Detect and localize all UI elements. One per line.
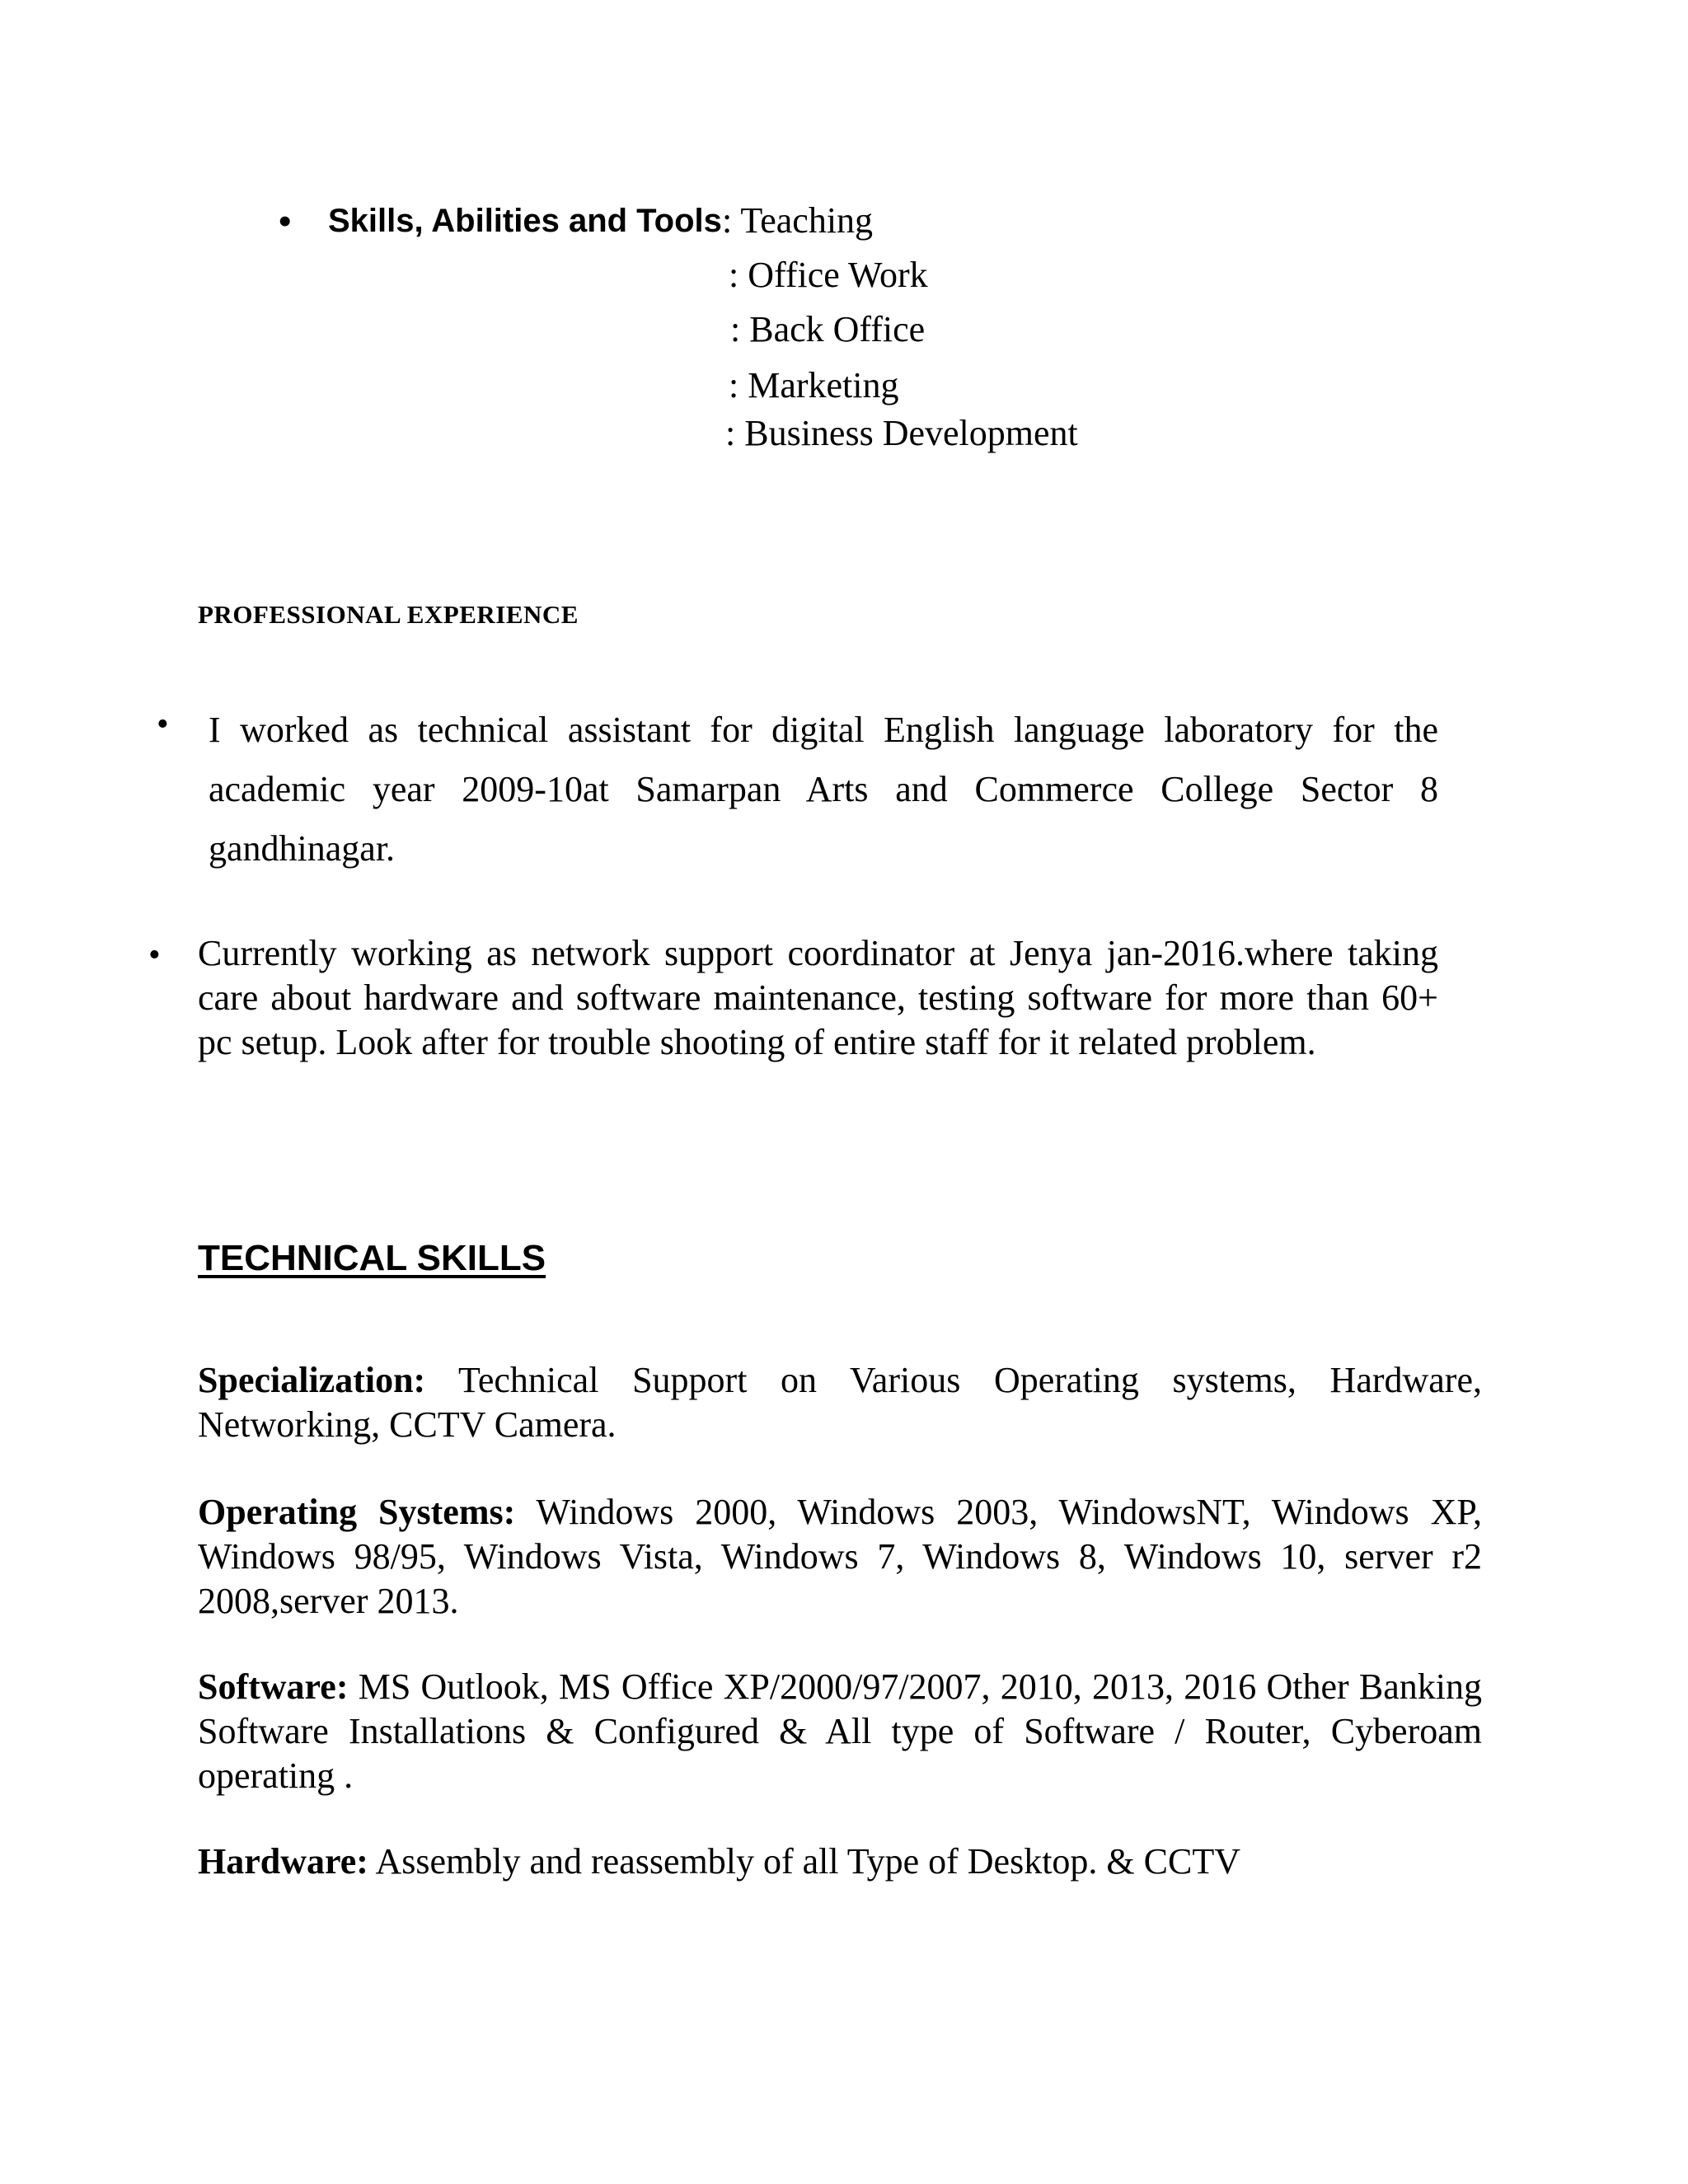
professional-experience-heading: PROFESSIONAL EXPERIENCE [198,600,579,629]
experience-bullet-1: • [157,705,169,743]
skill-item-office-work: : Office Work [729,255,928,295]
skill-item-back-office: : Back Office [730,309,926,349]
experience-item-2: Currently working as network support coordinator at Jenya jan-2016.where taking care about hardware and software maintenance, testing software for more than 60+ pc setup. Look after for trouble shooting of entire staff for it related problem. [198,933,1438,1062]
operating-systems-label: Operating Systems: [198,1492,516,1532]
experience-item-1: I worked as technical assistant for digital English language laboratory for the academic year 2009-10at Samarpan Arts and Commerce College Sector 8 gandhinagar. [209,710,1438,869]
operating-systems-text: Windows 2000, Windows 2003, WindowsNT, Windows XP, Windows 98/95, Windows Vista, Windows 7, Windows 8, Windows 10, server r2 2008,server 2013. [198,1492,1482,1621]
skills-label [328,198,722,244]
specialization-paragraph [198,1358,1482,1447]
skills-label-text: Skills, Abilities and Tools [328,203,722,239]
specialization-label: Specialization: [198,1360,426,1400]
skill-item-marketing: : Marketing [729,365,899,405]
specialization-text: Technical Support on Various Operating systems, Hardware, Networking, CCTV Camera. [198,1360,1482,1445]
skill-item-business-development: : Business Development [725,413,1078,453]
hardware-label: Hardware: [198,1841,368,1882]
hardware-paragraph [198,1840,1482,1884]
hardware-text: Assembly and reassembly of all Type of Desktop. & CCTV [368,1841,1241,1882]
software-label: Software: [198,1666,349,1707]
operating-systems-paragraph [198,1490,1482,1624]
software-paragraph [198,1665,1482,1798]
experience-bullet-2: • [148,936,161,974]
skill-item-teaching: : Teaching [722,200,874,241]
technical-skills-heading: TECHNICAL SKILLS [198,1238,546,1278]
software-text: MS Outlook, MS Office XP/2000/97/2007, 2010, 2013, 2016 Other Banking Software Installations & Configured & All type of Software / Router, Cyberoam operating . [198,1666,1482,1796]
skills-bullet: • [279,201,292,241]
